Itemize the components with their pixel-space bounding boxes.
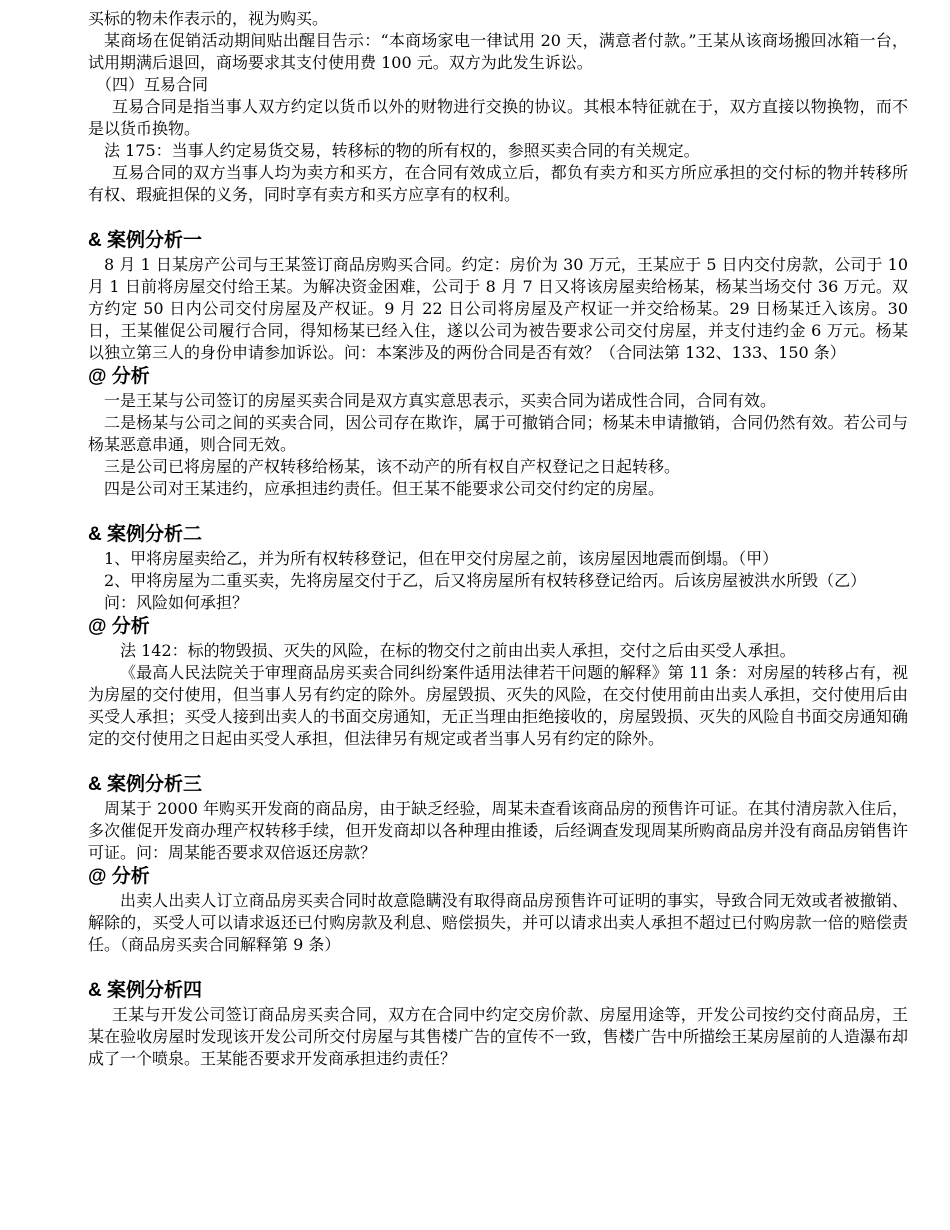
case2-analysis-heading: @ 分析 bbox=[88, 616, 150, 637]
case1-analysis-item: 二是杨某与公司之间的买卖合同，因公司存在欺诈，属于可撤销合同；杨某未申请撤销，合同仍然有效。若公司与杨某恶意串通，则合同无效。 bbox=[88, 413, 908, 454]
case1-heading: & 案例分析一 bbox=[88, 230, 203, 251]
case4-body: 王某与开发公司签订商品房买卖合同，双方在合同中约定交房价款、房屋用途等，开发公司按约交付商品房，王某在验收房屋时发现该开发公司所交付房屋与其售楼广告的宣传不一致，售楼广告中所描绘王某房屋前的人造瀑布却成了一个喷泉。王某能否要求开发商承担违约责任？ bbox=[88, 1005, 908, 1068]
case2-question: 问：风险如何承担？ bbox=[104, 593, 249, 612]
case2-heading: & 案例分析二 bbox=[88, 524, 203, 545]
case2-analysis-item: 法 142：标的物毁损、灭失的风险，在标的物交付之前由出卖人承担，交付之后由买受人承担。 bbox=[120, 641, 796, 660]
case1-analysis-item: 四是公司对王某违约，应承担违约责任。但王某不能要求公司交付约定的房屋。 bbox=[104, 479, 665, 498]
intro-paragraph: 买标的物未作表示的，视为购买。 bbox=[88, 9, 329, 28]
case2-analysis-item: 《最高人民法院关于审理商品房买卖合同纠纷案件适用法律若干问题的解释》第 11 条：对房屋的转移占有，视为房屋的交付使用，但当事人另有约定的除外。房屋毁损、灭失的风险，在交付使用前由出卖人承担，交付使用后由买受人承担；买受人接到出卖人的书面交房通知，无正当理由拒绝接收的，房屋毁损、灭失的风险自书面交房通知确定的交付使用之日起由买受人承担，但法律另有规定或者当事人另有约定的除外。 bbox=[88, 663, 908, 748]
case1-analysis-heading: @ 分析 bbox=[88, 366, 150, 387]
case3-heading: & 案例分析三 bbox=[88, 774, 203, 795]
case2-body-item: 2、甲将房屋为二重买卖，先将房屋交付于乙，后又将房屋所有权转移登记给丙。后该房屋被洪水所毁（乙） bbox=[104, 571, 867, 590]
spacer bbox=[88, 500, 908, 522]
case3-analysis: 出卖人出卖人订立商品房买卖合同时故意隐瞒没有取得商品房预售许可证明的事实，导致合同无效或者被撤销、解除的，买受人可以请求返还已付购房款及利息、赔偿损失，并可以请求出卖人承担不超过已付购房款一倍的赔偿责任。（商品房买卖合同解释第 9 条） bbox=[88, 891, 908, 954]
case1-analysis-item: 三是公司已将房屋的产权转移给杨某，该不动产的所有权自产权登记之日起转移。 bbox=[104, 457, 681, 476]
intro-paragraph: 互易合同是指当事人双方约定以货币以外的财物进行交换的协议。其根本特征就在于，双方直接以物换物，而不是以货币换物。 bbox=[88, 97, 908, 138]
intro-paragraph: 法 175：当事人约定易货交易，转移标的物的所有权的，参照买卖合同的有关规定。 bbox=[104, 141, 700, 160]
case4-heading: & 案例分析四 bbox=[88, 980, 203, 1001]
case3-analysis-heading: @ 分析 bbox=[88, 866, 150, 887]
spacer bbox=[88, 206, 908, 228]
section-heading-exchange-contract: （四）互易合同 bbox=[96, 75, 209, 94]
case2-body-item: 1、甲将房屋卖给乙，并为所有权转移登记，但在甲交付房屋之前，该房屋因地震而倒塌。（甲） bbox=[104, 549, 779, 568]
intro-paragraph: 互易合同的双方当事人均为卖方和买方，在合同有效成立后，都负有卖方和买方所应承担的交付标的物并转移所有权、瑕疵担保的义务，同时享有卖方和买方应享有的权利。 bbox=[88, 163, 908, 204]
spacer bbox=[88, 750, 908, 772]
intro-paragraph: 某商场在促销活动期间贴出醒目告示：“本商场家电一律试用 20 天，满意者付款。”王某从该商场搬回冰箱一台，试用期满后退回，商场要求其支付使用费 100 元。双方为此发生诉讼。 bbox=[88, 31, 908, 72]
spacer bbox=[88, 956, 908, 978]
case1-analysis-item: 一是王某与公司签订的房屋买卖合同是双方真实意思表示，买卖合同为诺成性合同，合同有效。 bbox=[104, 391, 777, 410]
case1-body: 8 月 1 日某房产公司与王某签订商品房购买合同。约定：房价为 30 万元，王某应于 5 日内交付房款，公司于 10 月 1 日前将房屋交付给王某。为解决资金困难，公司于 8 月 7 日又将该房屋卖给杨某，杨某当场交付 36 万元。双方约定 50 日内公司交付房屋及产权证。9 月 22 日公司将房屋及产权证一并交给杨某。29 日杨某迁入该房。30 日，王某催促公司履行合同，得知杨某已经入住，遂以公司为被告要求公司交付房屋，并支付违约金 6 万元。杨某以独立第三人的身份申请参加诉讼。问：本案涉及的两份合同是否有效？（合同法第 132、133、150 条） bbox=[88, 255, 908, 362]
document-page bbox=[88, 8, 908, 1070]
case3-body: 周某于 2000 年购买开发商的商品房，由于缺乏经验，周某未查看该商品房的预售许可证。在其付清房款入住后，多次催促开发商办理产权转移手续，但开发商却以各种理由推诿，后经调查发现周某所购商品房并没有商品房销售许可证。问：周某能否要求双倍返还房款？ bbox=[88, 799, 908, 862]
